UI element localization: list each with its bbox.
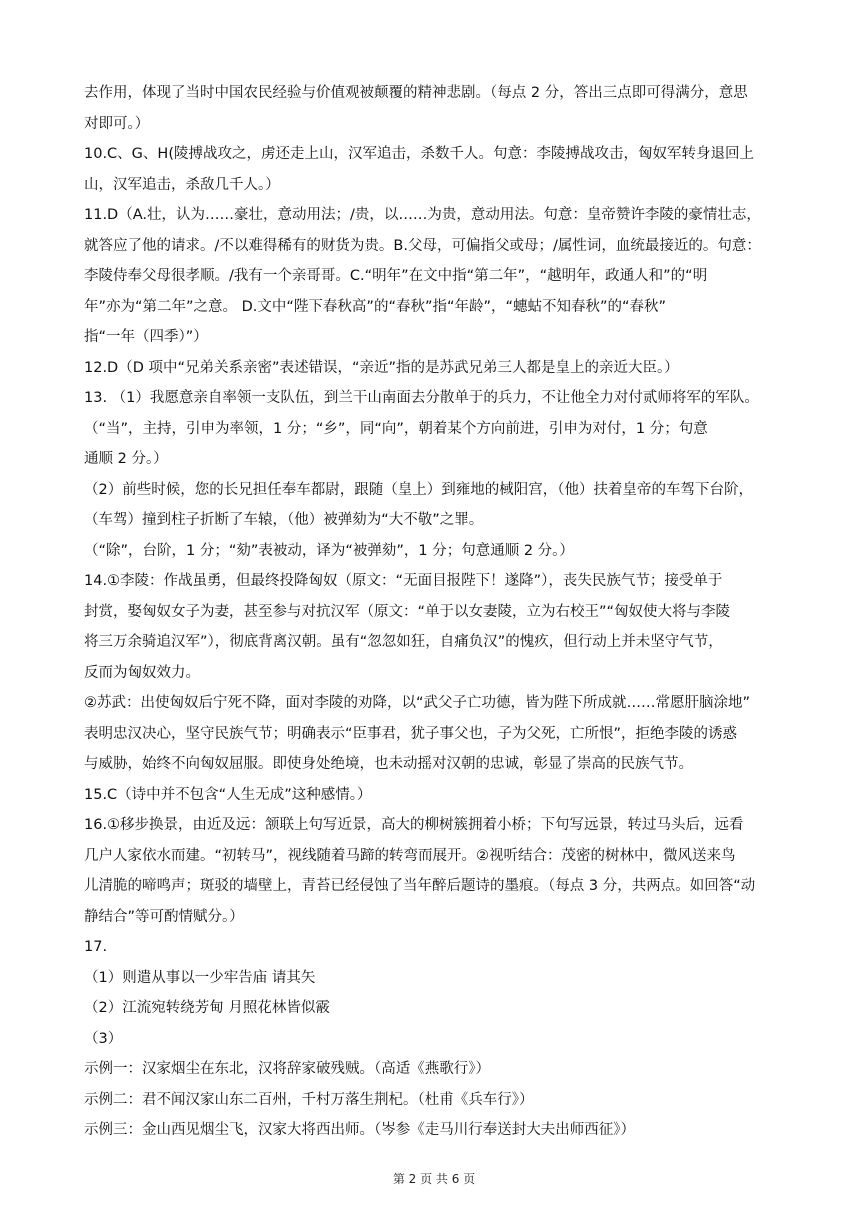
text-line: 李陵侍奉父母很孝顺。/我有一个亲哥哥。C.“明年”在文中指“第二年”，“越明年，政通人和”的“明: [84, 268, 708, 284]
text-line: （3）: [84, 1030, 123, 1047]
answer-text-body: [84, 78, 784, 1146]
text-line: 表明忠汉决心，坚守民族气节；明确表示“臣事君，犹子事父也，子为父死，亡所恨”，拒绝李陵的诱惑: [84, 725, 738, 742]
text-line: 与威胁，始终不向匈奴屈服。即使身处绝境，也未动摇对汉朝的忠诚，彰显了崇高的民族气节。: [84, 756, 693, 772]
text-line: 13. （1）我愿意亲自率领一支队伍，到兰干山南面去分散单于的兵力，不让他全力对付贰师将军的军队。: [84, 390, 759, 406]
text-line: 12.D（D 项中“兄弟关系亲密”表述错误，“亲近”指的是苏武兄弟三人都是皇上的亲近大臣。）: [84, 359, 679, 376]
text-line: 儿清脆的啼鸣声；斑驳的墙壁上，青苔已经侵蚀了当年醉后题诗的墨痕。（每点 3 分，共两点。如回答“动: [84, 878, 756, 894]
text-line: 对即可。）: [84, 115, 150, 132]
text-line: （2）前些时候，您的长兄担任奉车都尉，跟随（皇上）到雍地的棫阳宫，（他）扶着皇帝的车驾下台阶，: [84, 481, 753, 498]
text-line: 示例一：汉家烟尘在东北，汉将辞家破残贼。（高适《燕歌行》）: [84, 1061, 490, 1077]
text-line: 10.C、G、H(陵搏战攻之，虏还走上山，汉军追击，杀数千人。句意：李陵搏战攻击，匈奴军转身退回上: [84, 146, 754, 162]
text-line: （“当”，主持，引申为率领，1 分；“乡”，同“向”，朝着某个方向前进，引申为对付，1 分；句意: [84, 420, 708, 437]
text-line: （车驾）撞到柱子折断了车辕，（他）被弹劾为“大不敬”之罪。: [84, 512, 484, 528]
text-line: 11.D（A.壮，认为……豪壮，意动用法；/贵，以……为贵，意动用法。句意：皇帝赞许李陵的豪情壮志，: [84, 207, 761, 223]
text-line: 封赏，娶匈奴女子为妻，甚至参与对抗汉军（原文：“单于以女妻陵，立为右校王”“匈奴使大将与李陵: [84, 603, 731, 620]
text-line: 年”亦为“第二年”之意。 D.文中“陛下春秋高”的“春秋”指“年龄”，“蟪蛄不知春秋”的“春秋”: [84, 298, 667, 315]
text-line: 指“一年（四季）”）: [84, 329, 208, 345]
text-line: 示例二：君不闻汉家山东二百州，千村万落生荆杞。（杜甫《兵车行》）: [84, 1091, 534, 1108]
text-line: （1）则遣从事以一少牢告庙 请其矢: [84, 969, 316, 986]
text-line: 16.①移步换景，由近及远：颔联上句写近景，高大的柳树簇拥着小桥；下句写远景，转过马头后，远看: [84, 817, 744, 833]
text-line: 通顺 2 分。）: [84, 451, 168, 467]
text-line: 去作用，体现了当时中国农民经验与价值观被颠覆的精神悲剧。（每点 2 分，答出三点即可得满分，意思: [84, 85, 748, 101]
text-line: （“除”，台阶，1 分；“劾”表被动，译为“被弹劾”，1 分；句意通顺 2 分。）: [84, 542, 574, 559]
page-number-footer: 第 2 页 共 6 页: [392, 1172, 476, 1186]
text-line: 几户人家依水而建。“初转马”，视线随着马蹄的转弯而展开。②视听结合：茂密的树林中，微风送来鸟: [84, 847, 736, 864]
text-line: ②苏武：出使匈奴后宁死不降，面对李陵的劝降，以“武父子亡功德，皆为陛下所成就……常愿肝脑涂地”: [84, 695, 751, 711]
text-line: 15.C（诗中并不包含“人生无成”这种感情。）: [84, 786, 372, 803]
text-line: （2）江流宛转绕芳甸 月照花林皆似霰: [84, 1000, 330, 1016]
text-line: 就答应了他的请求。/不以难得稀有的财货为贵。B.父母，可偏指父或母；/属性词，血统最接近的。句意：: [84, 237, 761, 254]
text-line: 静结合”等可酌情赋分。）: [84, 908, 244, 925]
text-line: 17.: [84, 939, 108, 955]
text-line: 示例三：金山西见烟尘飞，汉家大将西出师。（岑参《走马川行奉送封大夫出师西征》）: [84, 1122, 635, 1138]
text-line: 山，汉军追击，杀敌几千人。）: [84, 176, 280, 193]
text-line: 反而为匈奴效力。: [84, 664, 200, 681]
text-line: 14.①李陵：作战虽勇，但最终投降匈奴（原文：“无面目报陛下！遂降”），丧失民族气节；接受单于: [84, 573, 723, 589]
text-line: 将三万余骑追汉军”），彻底背离汉朝。虽有“忽忽如狂，自痛负汉”的愧疚，但行动上并未坚守气节，: [84, 634, 723, 650]
